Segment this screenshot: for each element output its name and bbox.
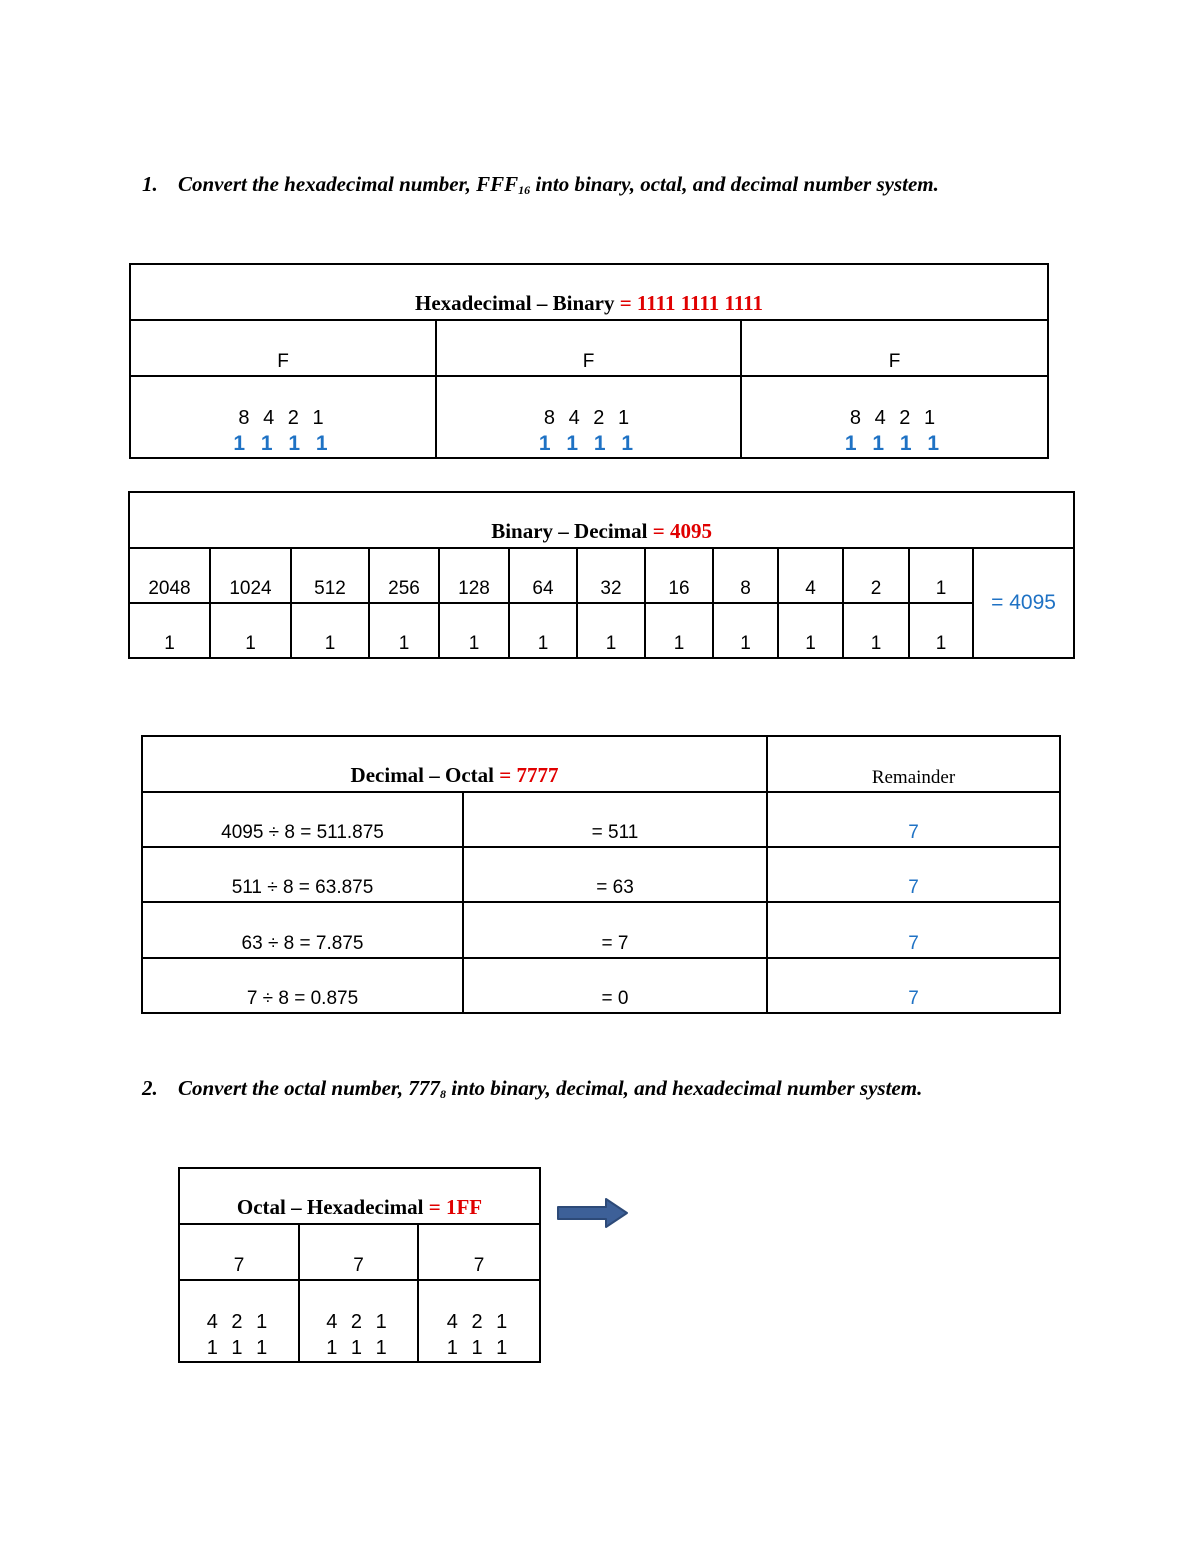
bit-cell: 1 — [645, 603, 713, 658]
octal-digit: 7 — [418, 1224, 540, 1280]
weights-label: 8 4 2 1 — [543, 407, 634, 429]
bit-cell: 1 — [778, 603, 843, 658]
hex-digit: F — [436, 320, 741, 376]
bit-cell: 1 — [291, 603, 369, 658]
remainder-cell: 7 — [767, 958, 1060, 1013]
division-cell: 63 ÷ 8 = 7.875 — [142, 902, 463, 958]
hex-binary-table — [129, 263, 1049, 459]
weight-cell: 64 — [509, 548, 577, 603]
decimal-octal-table — [141, 735, 1061, 1014]
weight-cell: 4 — [778, 548, 843, 603]
remainder-header: Remainder — [767, 736, 1060, 792]
weight-cell: 128 — [439, 548, 509, 603]
weight-cell: 2048 — [129, 548, 210, 603]
decimal-octal-result: = 7777 — [494, 763, 559, 787]
weights-label: 4 2 1 — [326, 1311, 391, 1333]
quotient-cell: = 7 — [463, 902, 767, 958]
question-2-text: Convert the octal number, 777 — [178, 1076, 440, 1100]
question-1-subscript: 16 — [518, 183, 531, 197]
bits-label: 1 1 1 1 — [538, 432, 639, 455]
hex-bit-cell — [741, 376, 1048, 458]
question-1-number: 1. — [142, 172, 158, 196]
weight-cell: 512 — [291, 548, 369, 603]
decimal-octal-title: Decimal – Octal = 7777 — [142, 736, 767, 792]
weights-label: 8 4 2 1 — [849, 407, 940, 429]
bit-cell: 1 — [577, 603, 645, 658]
weight-cell: 8 — [713, 548, 778, 603]
weights-label: 4 2 1 — [446, 1311, 512, 1333]
hex-binary-result: = 1111 1111 1111 — [614, 291, 764, 315]
quotient-cell: = 0 — [463, 958, 767, 1013]
binary-decimal-title: Binary – Decimal = 4095 — [129, 492, 1074, 548]
remainder-cell: 7 — [767, 847, 1060, 902]
weight-cell: 1 — [909, 548, 973, 603]
bit-cell: 1 — [369, 603, 439, 658]
bit-cell: 1 — [129, 603, 210, 658]
binary-decimal-result: = 4095 — [647, 519, 712, 543]
quotient-cell: = 63 — [463, 847, 767, 902]
question-2-number: 2. — [142, 1076, 158, 1100]
decimal-total: = 4095 — [973, 548, 1074, 658]
octal-hex-table — [178, 1167, 541, 1363]
hex-digit: F — [130, 320, 436, 376]
bit-cell: 1 — [909, 603, 973, 658]
weights-label: 4 2 1 — [206, 1311, 272, 1333]
division-cell: 7 ÷ 8 = 0.875 — [142, 958, 463, 1013]
octal-bit-cell — [299, 1280, 418, 1362]
octal-bit-cell — [418, 1280, 540, 1362]
quotient-cell: = 511 — [463, 792, 767, 847]
binary-decimal-table — [128, 491, 1075, 659]
question-2 — [142, 1076, 922, 1102]
octal-hex-result: = 1FF — [423, 1195, 483, 1219]
bits-label: 1 1 1 1 — [844, 432, 945, 455]
bits-label: 1 1 1 1 — [233, 432, 333, 455]
weight-cell: 32 — [577, 548, 645, 603]
question-1-text: Convert the hexadecimal number, FFF — [178, 172, 519, 196]
hex-bit-cell — [130, 376, 436, 458]
bit-cell: 1 — [509, 603, 577, 658]
hex-bit-cell — [436, 376, 741, 458]
remainder-cell: 7 — [767, 902, 1060, 958]
remainder-cell: 7 — [767, 792, 1060, 847]
weight-cell: 16 — [645, 548, 713, 603]
weight-cell: 2 — [843, 548, 909, 603]
octal-hex-title: Octal – Hexadecimal = 1FF — [179, 1168, 540, 1224]
right-arrow-icon — [556, 1197, 630, 1229]
question-2-text-end: into binary, decimal, and hexadecimal number system. — [445, 1076, 923, 1100]
bits-label: 1 1 1 — [326, 1337, 391, 1359]
bit-cell: 1 — [713, 603, 778, 658]
hex-digit: F — [741, 320, 1048, 376]
octal-bit-cell — [179, 1280, 299, 1362]
division-cell: 511 ÷ 8 = 63.875 — [142, 847, 463, 902]
bit-cell: 1 — [843, 603, 909, 658]
bits-label: 1 1 1 — [206, 1337, 272, 1359]
division-cell: 4095 ÷ 8 = 511.875 — [142, 792, 463, 847]
question-2-subscript: 8 — [439, 1087, 446, 1101]
weight-cell: 256 — [369, 548, 439, 603]
weights-label: 8 4 2 1 — [238, 407, 328, 429]
hex-binary-title: Hexadecimal – Binary = 1111 1111 1111 — [130, 264, 1048, 320]
octal-digit: 7 — [299, 1224, 418, 1280]
bits-label: 1 1 1 — [446, 1337, 512, 1359]
question-1 — [142, 172, 939, 198]
octal-digit: 7 — [179, 1224, 299, 1280]
weight-cell: 1024 — [210, 548, 291, 603]
question-1-text-end: into binary, octal, and decimal number system. — [530, 172, 939, 196]
bit-cell: 1 — [210, 603, 291, 658]
bit-cell: 1 — [439, 603, 509, 658]
